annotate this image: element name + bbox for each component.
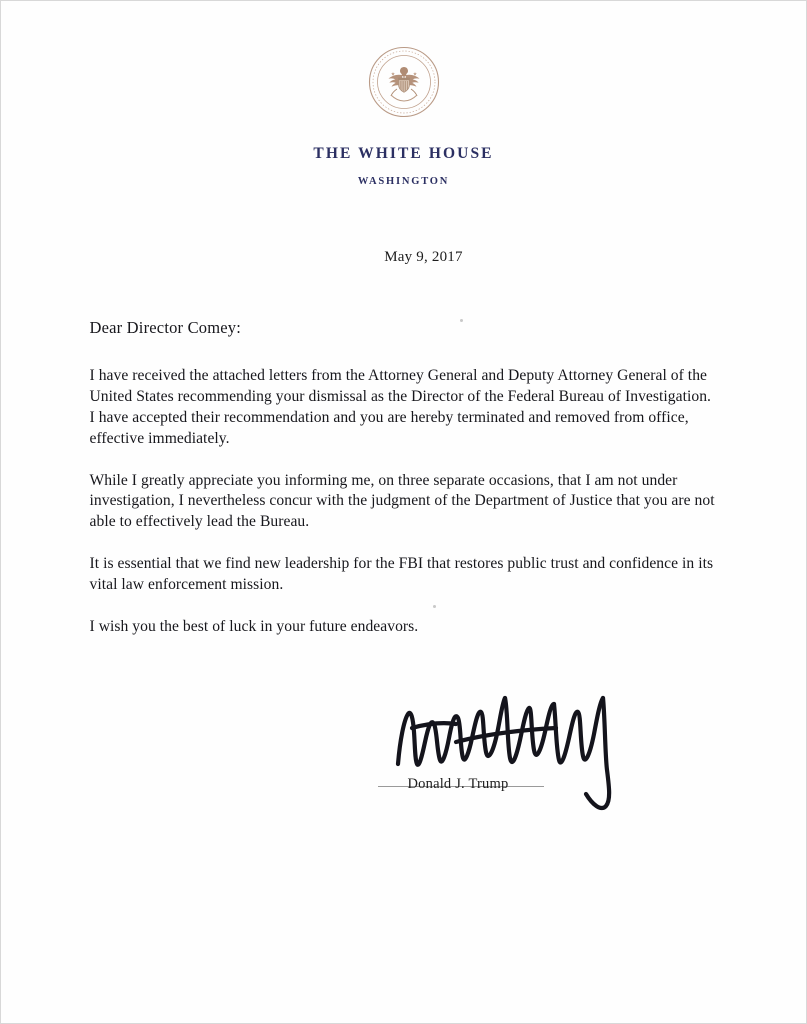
scan-speck (433, 605, 436, 608)
signature-name: Donald J. Trump (407, 775, 509, 792)
presidential-seal-icon (367, 45, 441, 119)
paragraph-3: It is essential that we find new leadership for the FBI that restores public trust and confidence in its vital law enforcement mission. (89, 555, 714, 594)
letterhead-subtitle: WASHINGTON (357, 176, 450, 187)
salutation: Dear Director Comey: (89, 318, 242, 337)
signature-block (90, 660, 720, 840)
scan-speck (460, 319, 463, 322)
paragraph-4: I wish you the best of luck in your future endeavors. (89, 618, 419, 636)
letterhead (1, 1, 806, 187)
letterhead-title: THE WHITE HOUSE (313, 145, 494, 162)
handwritten-signature (390, 668, 640, 823)
letter-body (88, 266, 720, 840)
paragraph-1: I have received the attached letters from the Attorney General and Deputy Attorney General of the United States recommending your dismissal as the Director of the Federal Bureau of Investigation. I have accepted their recommendation and you are hereby terminated and removed from office, effective immediately. (89, 367, 712, 447)
paragraph-2: While I greatly appreciate you informing me, on three separate occasions, that I am not under investigation, I nevertheless concur with the judgment of the Department of Justice that you are not able to effectively lead the Bureau. (89, 471, 715, 531)
letter-date: May 9, 2017 (384, 249, 463, 265)
